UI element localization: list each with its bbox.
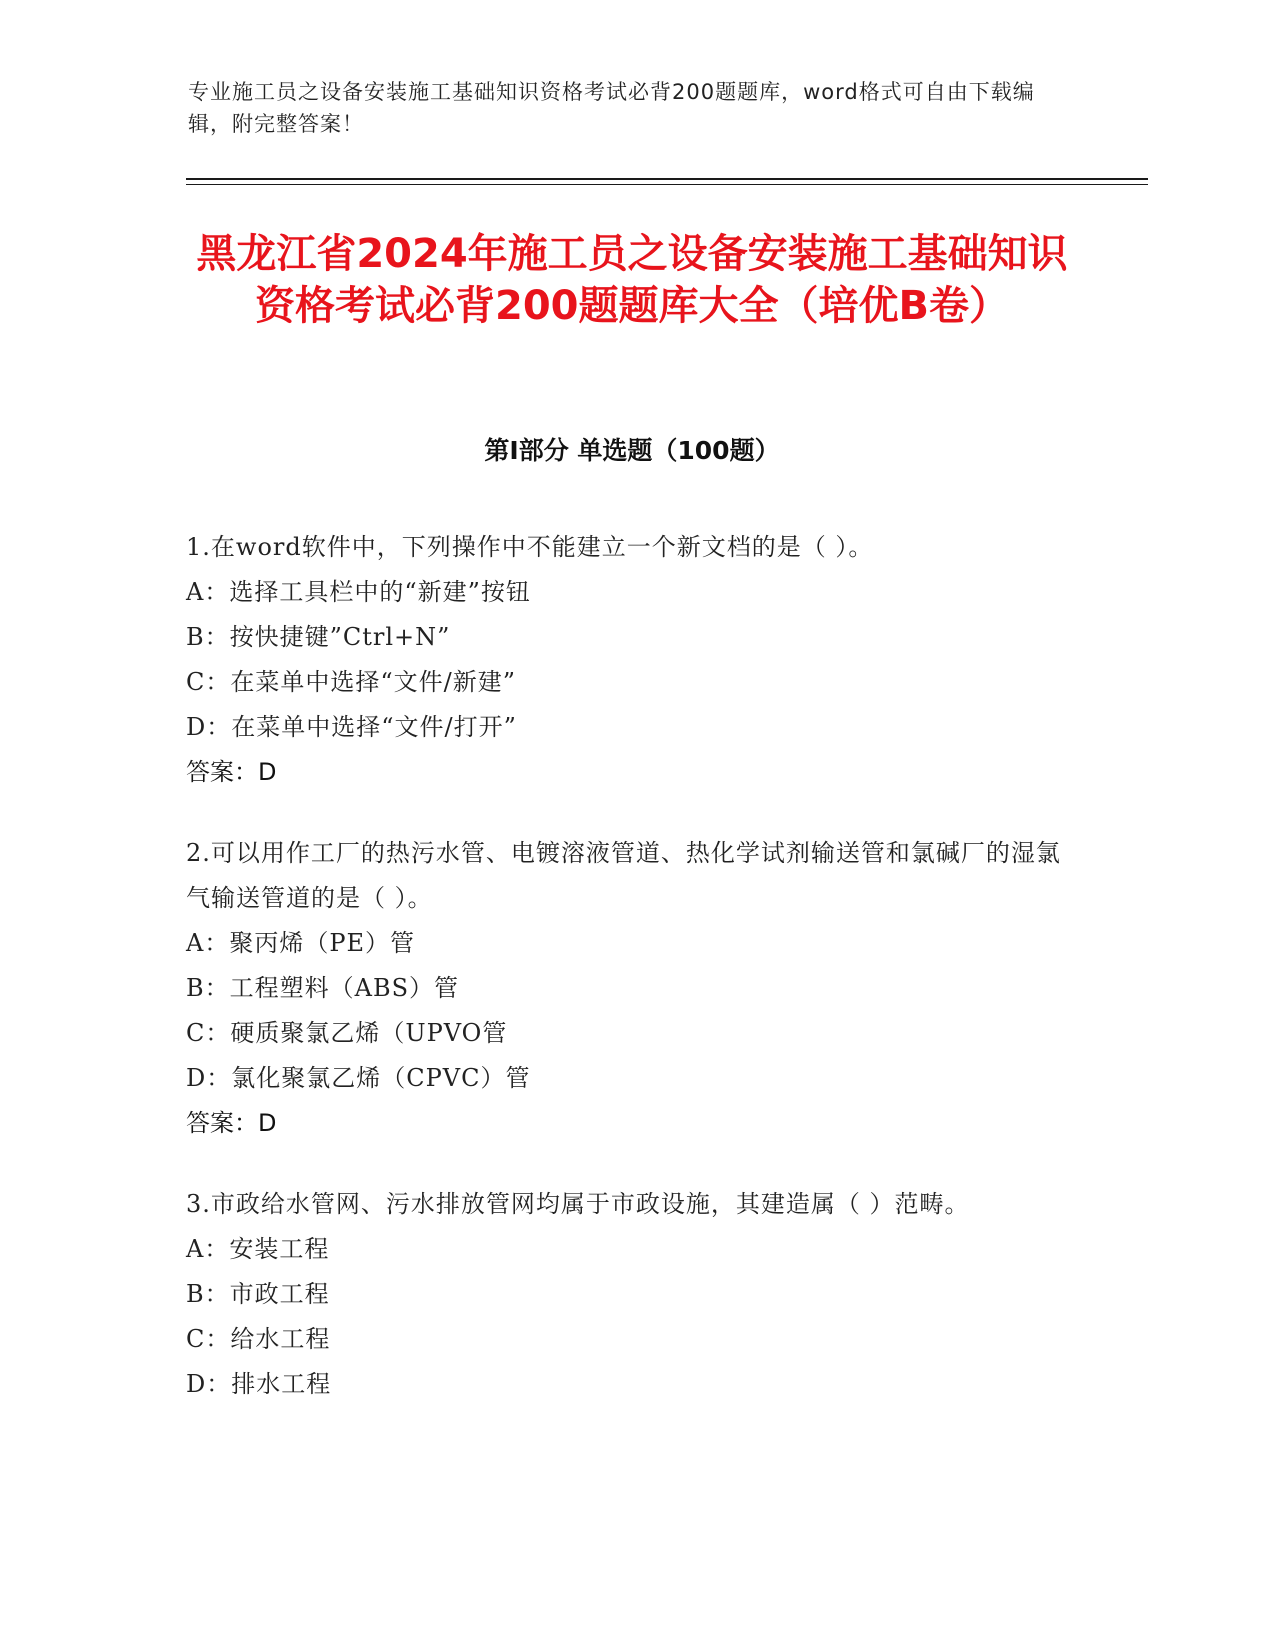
question-stem: 1.在word软件中，下列操作中不能建立一个新文档的是（ ）。	[186, 533, 874, 561]
question-stem: 3.市政给水管网、污水排放管网均属于市政设施，其建造属（ ）范畴。	[186, 1190, 970, 1218]
option-c: C：硬质聚氯乙烯（UPVO管	[186, 1019, 508, 1047]
option-d: D：氯化聚氯乙烯（CPVC）管	[186, 1064, 531, 1092]
header-divider-thick	[186, 178, 1148, 180]
question-list	[186, 525, 1066, 1443]
question-2	[186, 831, 1066, 1146]
option-d: D：排水工程	[186, 1370, 332, 1398]
option-c: C：给水工程	[186, 1325, 331, 1353]
option-a: A：聚丙烯（PE）管	[186, 929, 415, 957]
header-divider-thin	[186, 184, 1148, 185]
option-b: B：市政工程	[186, 1280, 330, 1308]
option-b: B：工程塑料（ABS）管	[186, 974, 460, 1002]
answer: 答案：D	[186, 1109, 277, 1137]
option-a: A：安装工程	[186, 1235, 330, 1263]
section-title: 第I部分 单选题（100题）	[484, 436, 780, 465]
question-stem: 2.可以用作工厂的热污水管、电镀溶液管道、热化学试剂输送管和氯碱厂的湿氯气输送管道的是（ ）。	[186, 839, 1061, 912]
question-1	[186, 525, 1066, 795]
answer: 答案：D	[186, 758, 277, 786]
option-b: B：按快捷键”Ctrl+N”	[186, 623, 451, 651]
option-c: C：在菜单中选择“文件/新建”	[186, 668, 516, 696]
option-a: A：选择工具栏中的“新建”按钮	[186, 578, 531, 606]
option-d: D：在菜单中选择“文件/打开”	[186, 713, 517, 741]
document-title: 黑龙江省2024年施工员之设备安装施工基础知识资格考试必背200题题库大全（培优B卷）	[196, 231, 1068, 329]
question-3	[186, 1182, 1066, 1407]
header-note: 专业施工员之设备安装施工基础知识资格考试必背200题题库，word格式可自由下载编辑，附完整答案！	[188, 80, 1035, 136]
